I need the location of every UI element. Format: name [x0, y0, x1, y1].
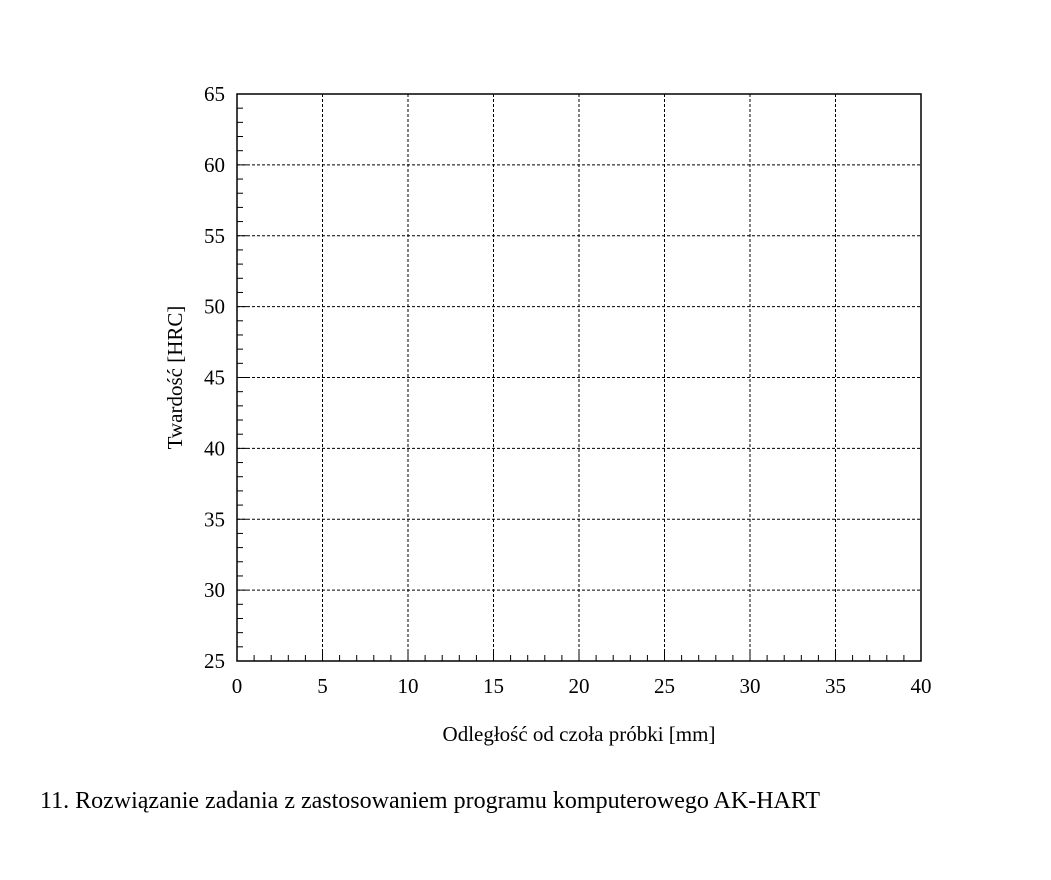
y-tick-label: 50 [204, 294, 225, 319]
figure-caption: 11. Rozwiązanie zadania z zastosowaniem programu komputerowego AK-HART [40, 788, 821, 814]
x-tick-labels [232, 674, 932, 698]
y-tick-label: 55 [204, 223, 225, 248]
y-tick-label: 30 [204, 578, 225, 603]
x-tick-label: 20 [568, 674, 590, 698]
x-tick-label: 25 [654, 674, 675, 698]
y-tick-label: 40 [204, 436, 225, 461]
y-tick-label: 25 [204, 649, 225, 673]
y-tick-label: 45 [204, 365, 225, 390]
y-tick-label: 35 [204, 507, 225, 532]
x-tick-label: 35 [825, 674, 846, 698]
x-tick-label: 40 [910, 674, 932, 698]
y-tick-labels [204, 82, 225, 673]
x-axis-label: Odległość od czoła próbki [mm] [442, 722, 716, 746]
x-tick-label: 0 [231, 674, 243, 698]
grid-lines [237, 94, 921, 661]
y-axis-label: Twardość [HRC] [163, 305, 187, 450]
y-tick-label: 60 [204, 152, 225, 177]
x-tick-label: 10 [397, 674, 419, 698]
x-tick-label: 5 [317, 674, 328, 698]
y-tick-label: 65 [204, 82, 225, 106]
x-tick-label: 15 [483, 674, 504, 698]
x-tick-label: 30 [739, 674, 761, 698]
